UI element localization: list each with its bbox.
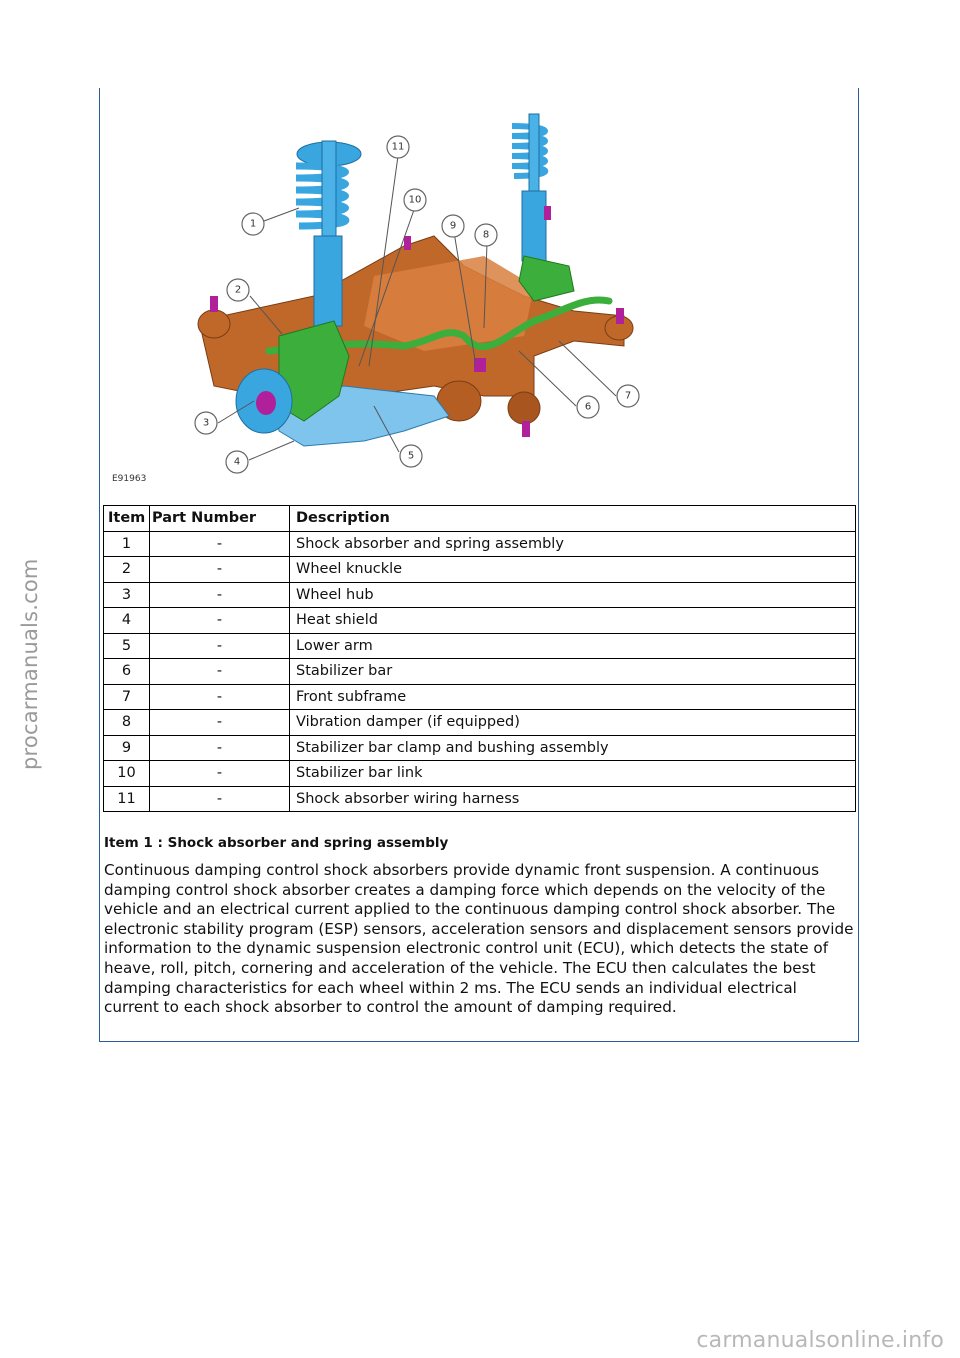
- svg-text:5: 5: [407, 450, 415, 462]
- item-cell: 3: [104, 582, 150, 608]
- callout-4: [226, 451, 248, 473]
- svg-text:2: 2: [234, 284, 242, 296]
- svg-text:3: 3: [202, 417, 210, 429]
- callout-3: [195, 412, 217, 434]
- callout-11: [387, 136, 409, 158]
- description-cell: Shock absorber wiring harness: [290, 786, 856, 812]
- side-watermark: procarmanuals.com: [18, 558, 42, 770]
- description-cell: Vibration damper (if equipped): [290, 710, 856, 736]
- wheel-hub: [236, 369, 292, 433]
- table-row: [104, 608, 856, 634]
- callout-2: [227, 279, 249, 301]
- header-description: Description: [290, 506, 856, 532]
- description-cell: Front subframe: [290, 684, 856, 710]
- table-row: [104, 684, 856, 710]
- item-description: Continuous damping control shock absorbers provide dynamic front suspension. A continuous damping control shock absorber creates a damping force which depends on the velocity of the vehicle and an electrical current applied to the continuous damping control shock absorber. The electronic stability program (ESP) sensors, acceleration sensors and displacement sensors provide information to the dynamic suspension electronic control unit (ECU), which detects the state of heave, roll, pitch, cornering and acceleration of the vehicle. The ECU then calculates the best damping characteristics for each wheel within 2 ms. The ECU sends an individual electrical current to each shock absorber to control the amount of damping required.: [104, 861, 854, 1017]
- table-row: [104, 710, 856, 736]
- callout-7: [617, 385, 639, 407]
- callout-6: [577, 396, 599, 418]
- svg-text:1: 1: [249, 218, 257, 230]
- table-row: [104, 735, 856, 761]
- item-heading: Item 1 : Shock absorber and spring assembly: [104, 835, 449, 851]
- part-number-cell: -: [150, 633, 290, 659]
- item-cell: 6: [104, 659, 150, 685]
- table-row: [104, 582, 856, 608]
- header-part-number: Part Number: [150, 506, 290, 532]
- description-cell: Wheel knuckle: [290, 557, 856, 583]
- parts-table: [103, 505, 856, 812]
- suspension-illustration: [104, 96, 856, 496]
- table-row: [104, 531, 856, 557]
- figure-code: E91963: [112, 474, 147, 484]
- item-cell: 7: [104, 684, 150, 710]
- bottom-watermark: carmanualsonline.info: [696, 1328, 944, 1353]
- svg-text:9: 9: [449, 220, 457, 232]
- table-row: [104, 633, 856, 659]
- description-cell: Stabilizer bar clamp and bushing assembly: [290, 735, 856, 761]
- table-header-row: [104, 506, 856, 532]
- item-cell: 8: [104, 710, 150, 736]
- svg-text:10: 10: [408, 194, 422, 206]
- item-cell: 4: [104, 608, 150, 634]
- description-cell: Stabilizer bar link: [290, 761, 856, 787]
- description-cell: Heat shield: [290, 608, 856, 634]
- table-row: [104, 786, 856, 812]
- callout-9: [442, 215, 464, 237]
- part-number-cell: -: [150, 761, 290, 787]
- description-cell: Shock absorber and spring assembly: [290, 531, 856, 557]
- part-number-cell: -: [150, 735, 290, 761]
- right-shock-absorber: [512, 114, 574, 301]
- description-cell: Lower arm: [290, 633, 856, 659]
- item-cell: 1: [104, 531, 150, 557]
- table-row: [104, 761, 856, 787]
- part-number-cell: -: [150, 531, 290, 557]
- callout-1: [242, 213, 264, 235]
- callout-5: [400, 445, 422, 467]
- item-cell: 9: [104, 735, 150, 761]
- part-number-cell: -: [150, 608, 290, 634]
- svg-text:11: 11: [391, 141, 405, 153]
- header-item: Item: [104, 506, 150, 532]
- part-number-cell: -: [150, 582, 290, 608]
- part-number-cell: -: [150, 710, 290, 736]
- item-cell: 5: [104, 633, 150, 659]
- part-number-cell: -: [150, 684, 290, 710]
- item-cell: 2: [104, 557, 150, 583]
- callout-8: [475, 224, 497, 246]
- part-number-cell: -: [150, 659, 290, 685]
- description-cell: Stabilizer bar: [290, 659, 856, 685]
- svg-text:7: 7: [624, 390, 632, 402]
- svg-text:8: 8: [482, 229, 490, 241]
- description-cell: Wheel hub: [290, 582, 856, 608]
- item-cell: 10: [104, 761, 150, 787]
- part-number-cell: -: [150, 786, 290, 812]
- table-row: [104, 557, 856, 583]
- item-cell: 11: [104, 786, 150, 812]
- svg-text:6: 6: [584, 401, 592, 413]
- callout-10: [404, 189, 426, 211]
- table-row: [104, 659, 856, 685]
- svg-text:4: 4: [233, 456, 241, 468]
- part-number-cell: -: [150, 557, 290, 583]
